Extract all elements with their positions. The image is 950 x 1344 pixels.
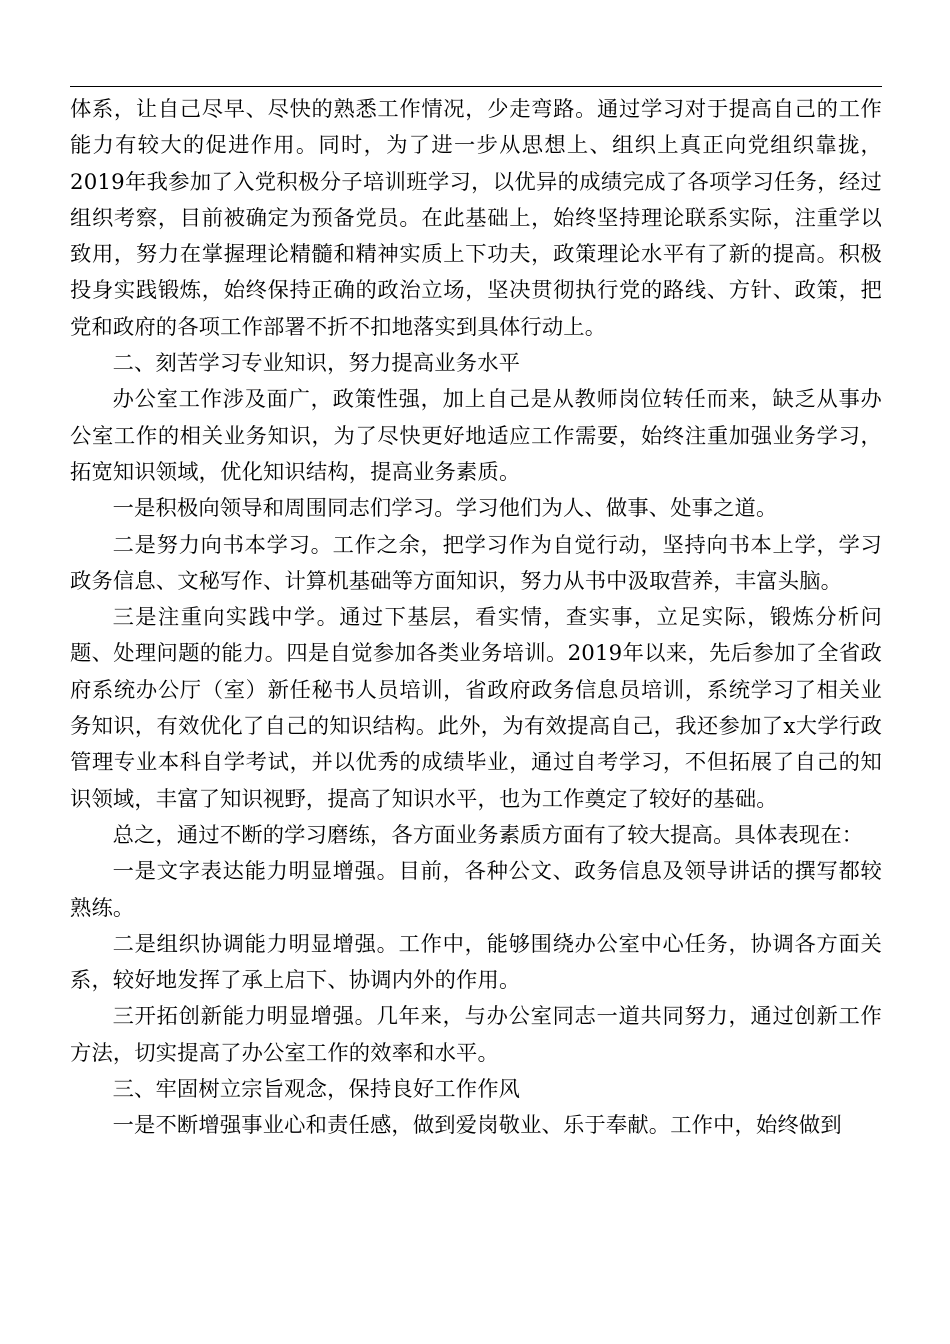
paragraph-3: 办公室工作涉及面广，政策性强，加上自己是从教师岗位转任而来，缺乏从事办公室工作的相关业务知识，为了尽快更好地适应工作需要，始终注重加强业务学习，拓宽知识领域，优化知识结构，提高业务素质。 [70,387,882,485]
paragraph-12: 一是不断增强事业心和责任感，做到爱岗敬业、乐于奉献。工作中，始终做到 [112,1113,842,1139]
paragraph-8: 一是文字表达能力明显增强。目前，各种公文、政务信息及领导讲话的撰写都较熟练。 [70,859,882,921]
paragraph-4: 一是积极向领导和周围同志们学习。学习他们为人、做事、处事之道。 [112,496,778,522]
body-text [70,92,882,1145]
paragraph-7: 总之，通过不断的学习磨练，各方面业务素质方面有了较大提高。具体表现在： [112,822,864,848]
paragraph-9: 二是组织协调能力明显增强。工作中，能够围绕办公室中心任务，协调各方面关系，较好地发挥了承上启下、协调内外的作用。 [70,931,882,994]
section-heading-3: 三、牢固树立宗旨观念，保持良好工作作风 [112,1077,521,1103]
header-rule [70,86,882,87]
paragraph-1: 体系，让自己尽早、尽快的熟悉工作情况，少走弯路。通过学习对于提高自己的工作能力有较大的促进作用。同时，为了进一步从思想上、组织上真正向党组织靠拢，2019年我参加了入党积极分子培训班学习，以优异的成绩完成了各项学习任务，经过组织考察，目前被确定为预备党员。在此基础上，始终坚持理论联系实际，注重学以致用，努力在掌握理论精髓和精神实质上下功夫，政策理论水平有了新的提高。积极投身实践锻炼，始终保持正确的政治立场，坚决贯彻执行党的路线、方针、政策，把党和政府的各项工作部署不折不扣地落实到具体行动上。 [70,97,882,340]
paragraph-6: 三是注重向实践中学。通过下基层，看实情，查实事，立足实际，锻炼分析问题、处理问题的能力。四是自觉参加各类业务培训。2019年以来，先后参加了全省政府系统办公厅（室）新任秘书人员培训，省政府政务信息员培训，系统学习了相关业务知识，有效优化了自己的知识结构。此外，为有效提高自己，我还参加了x大学行政管理专业本科自学考试，并以优秀的成绩毕业，通过自考学习，不但拓展了自己的知识领域，丰富了知识视野，提高了知识水平，也为工作奠定了较好的基础。 [70,605,882,812]
paragraph-10: 三开拓创新能力明显增强。几年来，与办公室同志一道共同努力，通过创新工作方法，切实提高了办公室工作的效率和水平。 [70,1004,882,1066]
section-heading-2: 二、刻苦学习专业知识，努力提高业务水平 [112,351,521,377]
paragraph-5: 二是努力向书本学习。工作之余，把学习作为自觉行动，坚持向书本上学，学习政务信息、文秘写作、计算机基础等方面知识，努力从书中汲取营养，丰富头脑。 [70,532,882,594]
